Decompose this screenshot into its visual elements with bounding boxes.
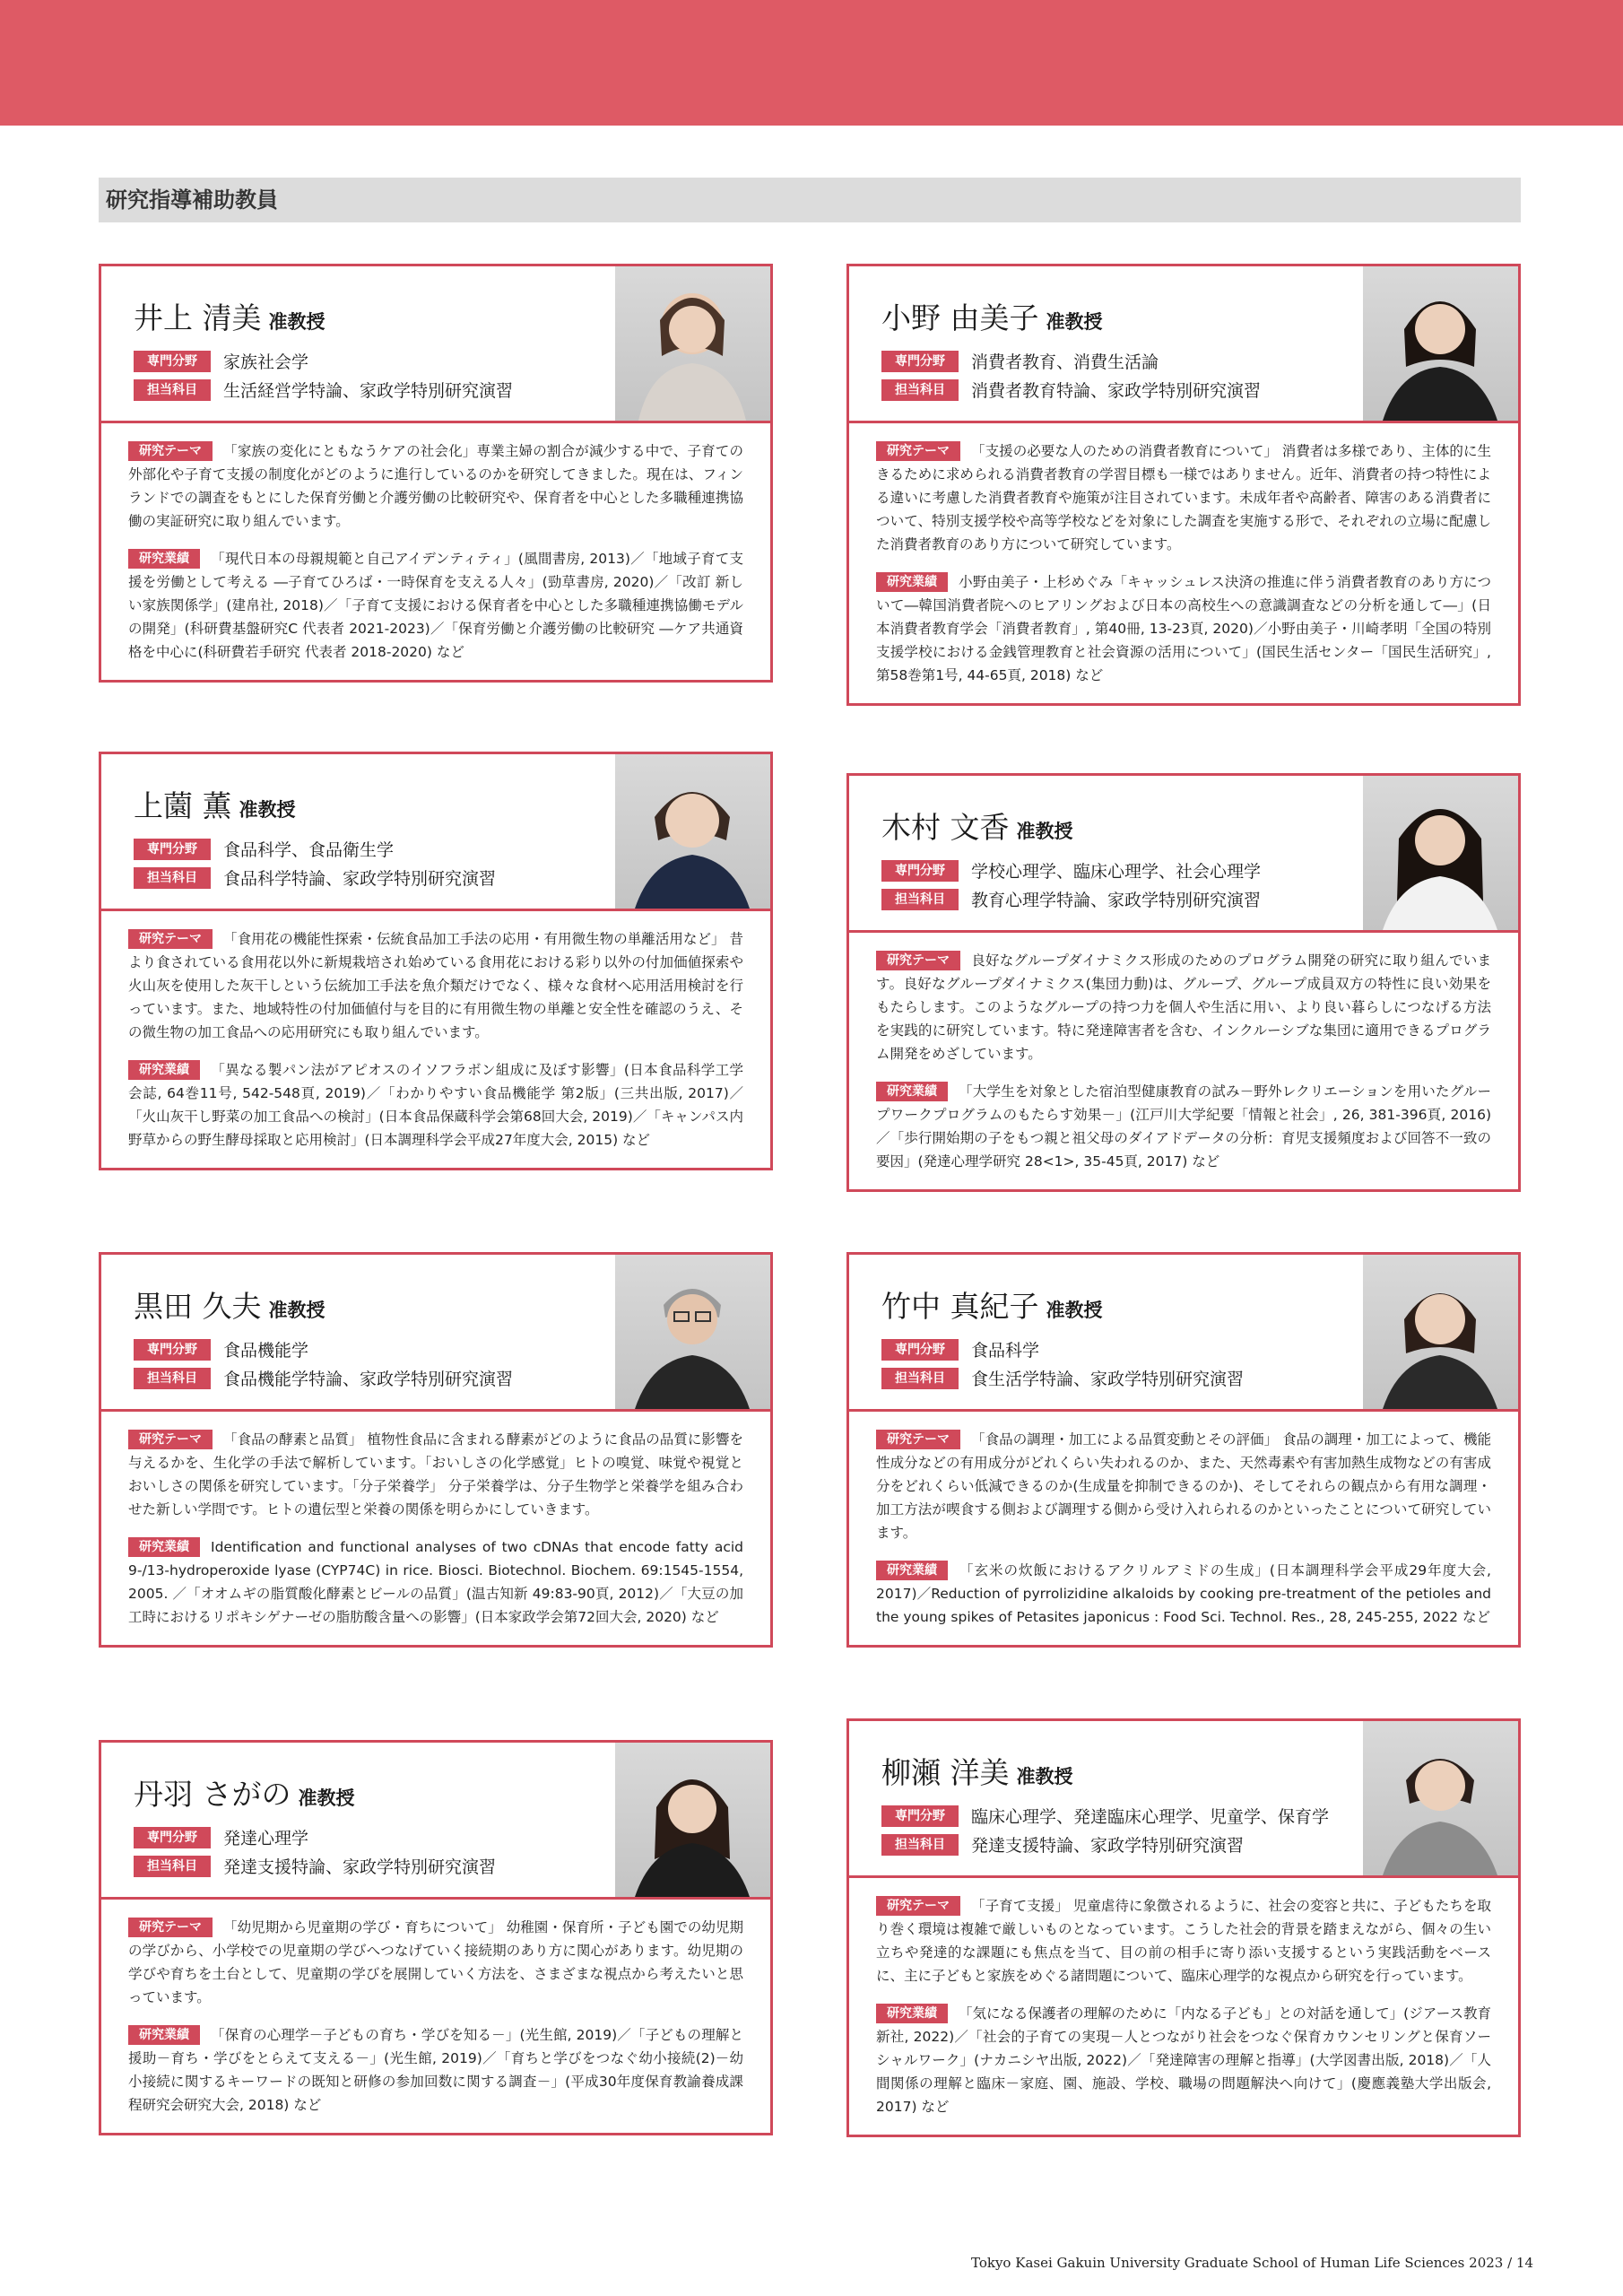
faculty-card-body: [101, 423, 770, 680]
section-title: 研究指導補助教員: [99, 178, 1521, 222]
faculty-card: [846, 1252, 1521, 1648]
field-label: 専門分野: [134, 1339, 211, 1361]
faculty-title: 准教授: [268, 1300, 325, 1321]
achievements-text: 「現代日本の母親規範と自己アイデンティティ」(風間書房, 2013)／「地域子育て支援を労働として考える ―子育てひろば・一時保育を支える人々」(勁草書房, 2020)／「改訂 新しい家族関係学」(建帛社, 2018)／「子育て支援における保育者を中心とした多職種連携協働モデルの開発」(科研費基盤研究C 代表者 2021-2023)／「保育労働と介護労働の比較研究 ―ケア共通資格を中心に(科研費若手研究 代表者 2018-2020) など: [128, 551, 743, 660]
theme-label: 研究テーマ: [876, 951, 960, 970]
faculty-card-header: [101, 266, 770, 423]
achievements-text: 「異なる製パン法がアピオスのイソフラボン組成に及ぼす影響」(日本食品科学工学会誌, 64巻11号, 542-548頁, 2019)／「わかりやすい食品機能学 第2版」(三共出版, 2017)／「火山灰干し野菜の加工食品への検討」(日本食品保蔵科学会第68回大会, 2019)／「キャンパス内野草からの野生酵母採取と応用検討」(日本調理科学会平成27年度大会, 2015) など: [128, 1062, 743, 1148]
faculty-title: 准教授: [1046, 311, 1103, 333]
faculty-card-header: [849, 776, 1518, 933]
faculty-title: 准教授: [1016, 821, 1073, 842]
research-achievements: [876, 570, 1491, 687]
portrait-photo: [1363, 1255, 1518, 1409]
header-band: [0, 0, 1623, 126]
faculty-card-body: [849, 1412, 1518, 1645]
faculty-name: 丹羽 さがの 准教授: [134, 1777, 355, 1812]
faculty-card-header: [101, 1255, 770, 1412]
faculty-name: 柳瀬 洋美 准教授: [881, 1755, 1073, 1790]
research-achievements: [876, 2002, 1491, 2118]
theme-label: 研究テーマ: [876, 1430, 960, 1449]
theme-label: 研究テーマ: [876, 441, 960, 461]
field-value: 消費者教育、消費生活論: [971, 352, 1159, 372]
course-value: 食生活学特論、家政学特別研究演習: [971, 1370, 1245, 1389]
theme-text: 「食品の酵素と品質」 植物性食品に含まれる酵素がどのように食品の品質に影響を与えるかを、生化学の手法で解析しています。「おいしさの化学感覚」ヒトの嗅覚、味覚や視覚とおいしさの関係を研究しています。「分子栄養学」 分子栄養学は、分子生物学と栄養学を組み合わせた新しい学問です。ヒトの遺伝型と栄養の関係を明らかにしていきます。: [128, 1431, 743, 1518]
portrait-photo: [1363, 266, 1518, 421]
course-row: [134, 1366, 513, 1390]
theme-text: 「幼児期から児童期の学び・育ちについて」 幼稚園・保育所・子ども園での幼児期の学びから、小学校での児童期の学びへつなげていく接続期のあり方に関心があります。幼児期の学びや育ちを土台として、児童期の学びを展開していく方法を、さまざまな視点から考えたいと思っています。: [128, 1919, 743, 2005]
research-achievements: [876, 1559, 1491, 1629]
field-row: [134, 1337, 308, 1361]
portrait-photo: [615, 266, 770, 421]
faculty-name: 上薗 薫 准教授: [134, 788, 296, 823]
portrait-photo: [1363, 1721, 1518, 1875]
faculty-card-header: [849, 1721, 1518, 1878]
field-row: [881, 1337, 1039, 1361]
course-label: 担当科目: [881, 889, 959, 910]
faculty-title: 准教授: [239, 799, 296, 821]
faculty-title: 准教授: [298, 1787, 355, 1809]
faculty-card-body: [101, 911, 770, 1168]
faculty-card-body: [101, 1900, 770, 2133]
field-label: 専門分野: [881, 1805, 959, 1827]
achievements-text: 小野由美子・上杉めぐみ「キャッシュレス決済の推進に伴う消費者教育のあり方について―韓国消費者院へのヒアリングおよび日本の高校生への意識調査などの分析を通して―」(日本消費者教育学会「消費者教育」, 第40冊, 13-23頁, 2020)／小野由美子・川崎孝明「全国の特別支援学校における金銭管理教育と社会資源の活用について」(国民生活センター「国民生活研究」, 第58巻第1号, 44-65頁, 2018) など: [876, 574, 1491, 683]
research-theme: [128, 439, 743, 533]
faculty-card: [846, 1718, 1521, 2137]
field-value: 食品科学、食品衛生学: [223, 840, 395, 860]
achievements-label: 研究業績: [128, 2025, 200, 2045]
field-value: 臨床心理学、発達臨床心理学、児童学、保育学: [971, 1807, 1330, 1827]
theme-text: 「食品の調理・加工による品質変動とその評価」 食品の調理・加工によって、機能性成分などの有用成分がどれくらい失われるのか、また、天然毒素や有害加熱生成物などの有害成分をどれくらい低減できるのか(生成量を抑制できるのか)、そしてそれらの観点から有用な調理・加工方法が喫食する側および調理する側から受け入れられるのかといったことについて研究しています。: [876, 1431, 1491, 1541]
research-theme: [876, 1894, 1491, 1987]
field-value: 家族社会学: [223, 352, 309, 372]
course-value: 発達支援特論、家政学特別研究演習: [223, 1857, 497, 1877]
field-value: 食品機能学: [223, 1341, 309, 1361]
faculty-card-body: [849, 423, 1518, 703]
field-row: [134, 349, 308, 373]
theme-text: 「家族の変化にともなうケアの社会化」専業主婦の割合が減少する中で、子育ての外部化や子育て支援の制度化がどのように進行しているのかを研究してきました。現在は、フィンランドでの調査をもとにした保育労働と介護労働の比較研究や、保育者を中心とした多職種連携協働の実証研究に取り組んでいます。: [128, 443, 743, 529]
course-value: 教育心理学特論、家政学特別研究演習: [971, 891, 1262, 910]
theme-label: 研究テーマ: [128, 929, 213, 949]
field-label: 専門分野: [881, 860, 959, 882]
research-theme: [876, 949, 1491, 1065]
research-theme: [128, 1428, 743, 1521]
theme-label: 研究テーマ: [128, 1430, 213, 1449]
course-row: [134, 378, 513, 402]
course-row: [881, 1366, 1244, 1390]
faculty-name: 竹中 真紀子 准教授: [881, 1289, 1103, 1324]
achievements-label: 研究業績: [876, 572, 948, 592]
theme-text: 「支援の必要な人のための消費者教育について」 消費者は多様であり、主体的に生きるために求められる消費者教育の学習目標も一様ではありません。近年、消費者の持つ特性による違いに考慮した消費者教育や施策が注目されています。未成年者や高齢者、障害のある消費者について、特別支援学校や高等学校などを対象にした調査を実施する形で、それぞれの立場に配慮した消費者教育のあり方について研究しています。: [876, 443, 1491, 552]
course-row: [881, 887, 1261, 911]
field-row: [881, 1804, 1329, 1828]
course-row: [881, 378, 1261, 402]
faculty-title: 准教授: [1046, 1300, 1103, 1321]
theme-label: 研究テーマ: [876, 1896, 960, 1916]
faculty-card-header: [849, 266, 1518, 423]
portrait-photo: [615, 754, 770, 909]
course-row: [134, 865, 496, 890]
page-footer: Tokyo Kasei Gakuin University Graduate School of Human Life Sciences 2023 / 14: [971, 2255, 1533, 2271]
achievements-text: 「気になる保護者の理解のために「内なる子ども」との対話を通して」(ジアース教育新社, 2022)／「社会的子育ての実現－人とつながり社会をつなぐ保育カウンセリングと保育ソーシャルワーク」(ナカニシヤ出版, 2022)／「発達障害の理解と指導」(大学図書出版, 2018)／「人間関係の理解と臨床－家庭、園、施設、学校、職場の問題解決へ向けて」(慶應義塾大学出版会, 2017) など: [876, 2005, 1491, 2115]
faculty-card-header: [849, 1255, 1518, 1412]
research-achievements: [128, 1058, 743, 1152]
course-row: [881, 1832, 1244, 1857]
course-value: 発達支援特論、家政学特別研究演習: [971, 1836, 1245, 1856]
faculty-title: 准教授: [268, 311, 325, 333]
field-value: 発達心理学: [223, 1829, 309, 1848]
course-value: 食品科学特論、家政学特別研究演習: [223, 869, 497, 889]
theme-text: 良好なグループダイナミクス形成のためのプログラム開発の研究に取り組んでいます。良好なグループダイナミクス(集団力動)は、グループ、グループ成員双方の特性に良い効果をもたらします。このようなグループの持つ力を個人や生活に用い、より良い暮らしにつなげる方法を実践的に研究しています。特に発達障害者を含む、インクルーシブな集団に適用できるプログラム開発をめざしています。: [876, 952, 1491, 1062]
course-value: 消費者教育特論、家政学特別研究演習: [971, 381, 1262, 401]
course-value: 食品機能学特論、家政学特別研究演習: [223, 1370, 514, 1389]
course-label: 担当科目: [134, 379, 211, 401]
course-row: [134, 1854, 496, 1878]
faculty-title: 准教授: [1016, 1766, 1073, 1787]
theme-label: 研究テーマ: [128, 441, 213, 461]
field-value: 食品科学: [971, 1341, 1040, 1361]
faculty-name: 木村 文香 准教授: [881, 810, 1073, 845]
faculty-name: 黒田 久夫 准教授: [134, 1289, 325, 1324]
research-theme: [128, 1916, 743, 2009]
research-achievements: [128, 2023, 743, 2117]
achievements-label: 研究業績: [128, 549, 200, 569]
faculty-card-body: [849, 1878, 1518, 2135]
portrait-photo: [615, 1255, 770, 1409]
theme-text: 「食用花の機能性探索・伝統食品加工手法の応用・有用微生物の単離活用など」 昔より食されている食用花以外に新規栽培され始めている食用花における彩り以外の付加価値探索や火山灰を使用した灰干しという伝統加工手法を魚介類だけでなく、様々な食材へ応用活用検討を行っています。また、地域特性の付加価値付与を目的に有用微生物の単離と安全性を確認のうえ、その微生物の加工食品への応用研究にも取り組んでいます。: [128, 931, 743, 1040]
field-label: 専門分野: [881, 1339, 959, 1361]
course-label: 担当科目: [134, 1368, 211, 1389]
faculty-card-header: [101, 754, 770, 911]
achievements-text: 「大学生を対象とした宿泊型健康教育の試み－野外レクリエーションを用いたグループワークプログラムのもたらす効果－」(江戸川大学紀要「情報と社会」, 26, 381-396頁, 2016)／「歩行開始期の子をもつ親と祖父母のダイアドデータの分析：育児支援頻度および回答不一致の要因」(発達心理学研究 28<1>, 35-45頁, 2017) など: [876, 1083, 1491, 1170]
faculty-card: [99, 752, 773, 1170]
field-row: [134, 837, 394, 861]
field-label: 専門分野: [881, 351, 959, 372]
field-row: [134, 1825, 308, 1849]
faculty-card: [99, 1740, 773, 2135]
portrait-photo: [1363, 776, 1518, 930]
achievements-text: Identification and functional analyses of two cDNAs that encode fatty acid 9-/13-hydroperoxide lyase (CYP74C) in rice. Biosci. Biotechnol. Biochem. 69:1545-1554, 2005. ／「オオムギの脂質酸化酵素とビールの品質」(温古知新 49:83-90頁, 2012)／「大豆の加工時におけるリポキシゲナーゼの脂肪酸含量への影響」(日本家政学会第72回大会, 2020) など: [128, 1539, 743, 1625]
field-label: 専門分野: [134, 839, 211, 860]
faculty-card: [99, 264, 773, 683]
achievements-label: 研究業績: [876, 1561, 948, 1580]
faculty-name: 井上 清美 准教授: [134, 300, 325, 335]
faculty-card-body: [101, 1412, 770, 1645]
research-achievements: [128, 547, 743, 664]
portrait-photo: [615, 1743, 770, 1897]
achievements-text: 「玄米の炊飯におけるアクリルアミドの生成」(日本調理科学会平成29年度大会, 2017)／Reduction of pyrrolizidine alkaloids by cooking pre-treatment of the petioles and the young spikes of Petasites japonicus : Food Sci. Technol. Res., 28, 245-255, 2022 など: [876, 1562, 1491, 1625]
achievements-label: 研究業績: [128, 1537, 200, 1557]
course-label: 担当科目: [134, 1856, 211, 1877]
theme-text: 「子育て支援」 児童虐待に象徴されるように、社会の変容と共に、子どもたちを取り巻く環境は複雑で厳しいものとなっています。こうした社会的背景を踏まえながら、個々の生い立ちや発達的な課題にも焦点を当て、目の前の相手に寄り添い支援するという実践活動をベースに、主に子どもと家族をめぐる諸問題について、臨床心理学的な視点から研究を行っています。: [876, 1898, 1491, 1984]
faculty-card-header: [101, 1743, 770, 1900]
faculty-card: [99, 1252, 773, 1648]
course-label: 担当科目: [881, 379, 959, 401]
field-row: [881, 349, 1159, 373]
research-theme: [876, 439, 1491, 556]
field-label: 専門分野: [134, 1827, 211, 1848]
achievements-label: 研究業績: [876, 2004, 948, 2023]
achievements-label: 研究業績: [876, 1082, 948, 1101]
course-label: 担当科目: [881, 1834, 959, 1856]
research-theme: [128, 927, 743, 1044]
theme-label: 研究テーマ: [128, 1918, 213, 1937]
faculty-card: [846, 264, 1521, 706]
course-label: 担当科目: [881, 1368, 959, 1389]
faculty-card-body: [849, 933, 1518, 1189]
course-label: 担当科目: [134, 867, 211, 889]
course-value: 生活経営学特論、家政学特別研究演習: [223, 381, 514, 401]
achievements-text: 「保育の心理学－子どもの育ち・学びを知る－」(光生館, 2019)／「子どもの理解と援助－育ち・学びをとらえて支える－」(光生館, 2019)／「育ちと学びをつなぐ幼小接続(2)－幼小接続に関するキーワードの既知と研修の参加回数に関する調査－」(平成30年度保育教諭養成課程研究会研究大会, 2018) など: [128, 2027, 743, 2113]
research-theme: [876, 1428, 1491, 1544]
field-value: 学校心理学、臨床心理学、社会心理学: [971, 862, 1262, 882]
achievements-label: 研究業績: [128, 1060, 200, 1080]
field-row: [881, 858, 1261, 883]
faculty-card: [846, 773, 1521, 1192]
field-label: 専門分野: [134, 351, 211, 372]
faculty-name: 小野 由美子 准教授: [881, 300, 1103, 335]
research-achievements: [876, 1080, 1491, 1173]
research-achievements: [128, 1535, 743, 1629]
